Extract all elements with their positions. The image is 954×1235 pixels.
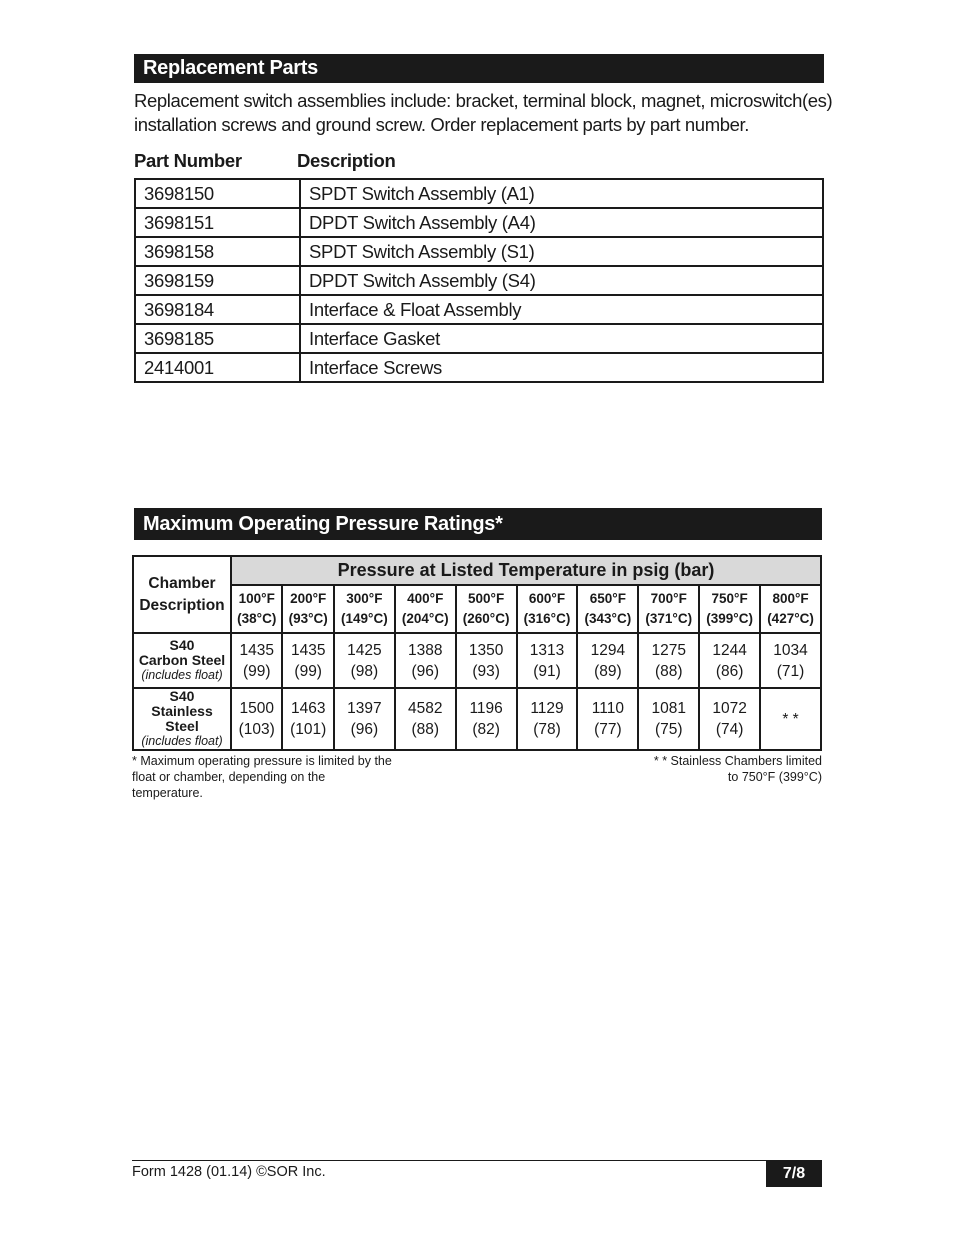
part-description-cell: SPDT Switch Assembly (A1) <box>300 179 823 208</box>
part-description-cell: DPDT Switch Assembly (A4) <box>300 208 823 237</box>
part-number-cell: 3698185 <box>135 324 300 353</box>
pressure-value-cell: 1313 (91) <box>517 633 578 688</box>
parts-row <box>135 179 823 208</box>
pressure-value-cell: 1500 (103) <box>231 688 282 750</box>
part-description-cell: Interface & Float Assembly <box>300 295 823 324</box>
parts-row <box>135 353 823 382</box>
temperature-header: 300°F (149°C) <box>334 585 395 633</box>
parts-row <box>135 237 823 266</box>
pressure-value-cell: 4582 (88) <box>395 688 456 750</box>
pressure-table <box>132 555 822 751</box>
replacement-intro-text: Replacement switch assemblies include: bracket, terminal block, magnet, microswitch(es) installation screws and ground screw. Order replacement parts by part number. <box>134 90 833 135</box>
description-header: Description <box>297 150 396 171</box>
pressure-main-header: Pressure at Listed Temperature in psig (bar) <box>231 556 821 585</box>
replacement-parts-heading: Replacement Parts <box>134 54 824 83</box>
temperature-header: 750°F (399°C) <box>699 585 760 633</box>
pressure-value-cell: 1072 (74) <box>699 688 760 750</box>
temperature-header: 200°F (93°C) <box>282 585 333 633</box>
pressure-row <box>133 688 821 750</box>
pressure-row <box>133 633 821 688</box>
temperature-header: 800°F (427°C) <box>760 585 821 633</box>
pressure-value-cell: 1081 (75) <box>638 688 699 750</box>
pressure-value-cell: 1388 (96) <box>395 633 456 688</box>
part-description-cell: DPDT Switch Assembly (S4) <box>300 266 823 295</box>
pressure-value-cell: 1244 (86) <box>699 633 760 688</box>
part-number-header: Part Number <box>134 150 242 171</box>
chamber-label-cell: S40 Stainless Steel (includes float) <box>133 688 231 750</box>
part-description-cell: Interface Screws <box>300 353 823 382</box>
part-number-cell: 3698150 <box>135 179 300 208</box>
pressure-value-cell: 1294 (89) <box>577 633 638 688</box>
temperature-header: 500°F (260°C) <box>456 585 517 633</box>
pressure-value-cell: 1034 (71) <box>760 633 821 688</box>
parts-row <box>135 208 823 237</box>
page-number: 7/8 <box>766 1160 822 1187</box>
chamber-description-header: Chamber Description <box>133 556 231 633</box>
pressure-value-cell: * * <box>760 688 821 750</box>
parts-row <box>135 324 823 353</box>
pressure-value-cell: 1397 (96) <box>334 688 395 750</box>
footer-rule <box>132 1160 822 1161</box>
pressure-value-cell: 1463 (101) <box>282 688 333 750</box>
chamber-label-cell: S40 Carbon Steel (includes float) <box>133 633 231 688</box>
part-number-cell: 3698184 <box>135 295 300 324</box>
part-description-cell: Interface Gasket <box>300 324 823 353</box>
pressure-value-cell: 1275 (88) <box>638 633 699 688</box>
footnote-stainless-limit: * * Stainless Chambers limited to 750°F (399°C) <box>653 754 822 784</box>
temperature-header: 700°F (371°C) <box>638 585 699 633</box>
parts-row <box>135 266 823 295</box>
footnote-pressure-limit: * Maximum operating pressure is limited by the float or chamber, depending on the temperature. <box>132 754 392 800</box>
temperature-header: 650°F (343°C) <box>577 585 638 633</box>
parts-table <box>134 178 824 383</box>
pressure-value-cell: 1350 (93) <box>456 633 517 688</box>
pressure-value-cell: 1435 (99) <box>282 633 333 688</box>
part-description-cell: SPDT Switch Assembly (S1) <box>300 237 823 266</box>
temperature-header: 100°F (38°C) <box>231 585 282 633</box>
temperature-header: 400°F (204°C) <box>395 585 456 633</box>
parts-row <box>135 295 823 324</box>
pressure-value-cell: 1196 (82) <box>456 688 517 750</box>
pressure-value-cell: 1425 (98) <box>334 633 395 688</box>
pressure-value-cell: 1435 (99) <box>231 633 282 688</box>
pressure-value-cell: 1110 (77) <box>577 688 638 750</box>
temperature-header: 600°F (316°C) <box>517 585 578 633</box>
part-number-cell: 3698159 <box>135 266 300 295</box>
part-number-cell: 2414001 <box>135 353 300 382</box>
form-number: Form 1428 (01.14) ©SOR Inc. <box>132 1164 326 1180</box>
pressure-value-cell: 1129 (78) <box>517 688 578 750</box>
pressure-ratings-heading: Maximum Operating Pressure Ratings* <box>134 508 822 540</box>
part-number-cell: 3698158 <box>135 237 300 266</box>
part-number-cell: 3698151 <box>135 208 300 237</box>
